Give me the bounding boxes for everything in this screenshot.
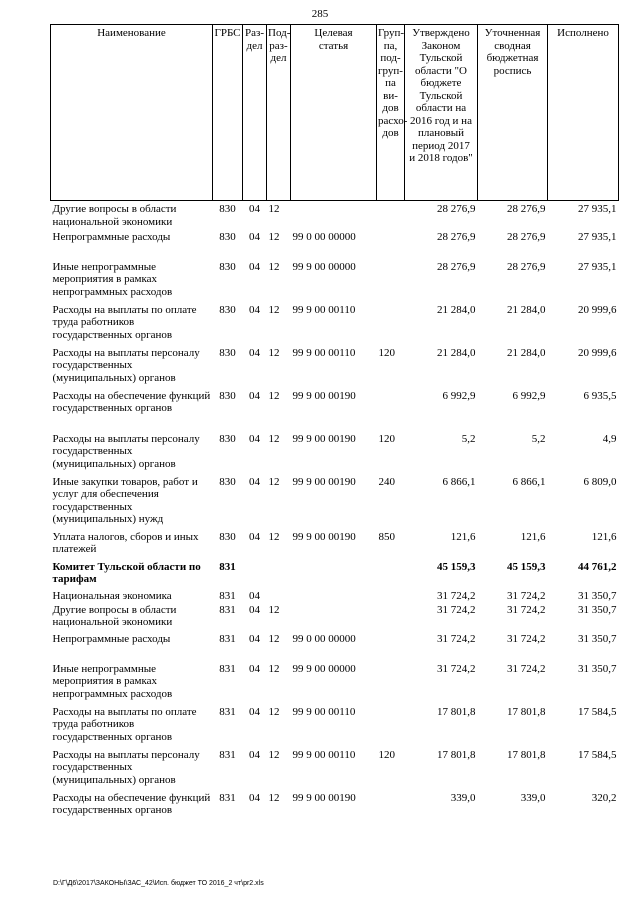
cell-utochnennaya: 28 276,9 <box>507 230 546 243</box>
table-row <box>51 304 619 347</box>
cell-utverzhdeno: 17 801,8 <box>437 705 476 718</box>
cell-grbs: 830 <box>219 260 236 273</box>
cell-podrazdel: 12 <box>268 346 280 359</box>
cell-name: Иные непрограммные мероприятия в рамках непрограммных расходов <box>52 662 173 700</box>
cell-utochnennaya: 21 284,0 <box>507 346 546 359</box>
cell-celevaya-statya <box>291 590 377 604</box>
cell-grbs: 830 <box>219 303 236 316</box>
table-row <box>51 749 619 792</box>
cell-utverzhdeno: 6 992,9 <box>442 389 476 402</box>
header-ispolneno: Исполнено <box>548 25 619 201</box>
cell-razdel: 04 <box>249 203 260 215</box>
cell-ispolneno: 27 935,1 <box>578 260 617 273</box>
cell-celevaya-statya: 99 0 00 00000 <box>292 632 356 645</box>
cell-celevaya-statya: 99 9 00 00190 <box>292 389 356 402</box>
cell-name: Непрограммные расходы <box>52 632 171 645</box>
cell-razdel: 04 <box>249 475 260 488</box>
cell-podrazdel: 12 <box>268 603 280 616</box>
cell-celevaya-statya <box>291 561 377 590</box>
cell-celevaya-statya: 99 0 00 00000 <box>292 230 356 243</box>
cell-utochnennaya: 121,6 <box>520 530 546 543</box>
cell-vid-raskhodov: 850 <box>378 530 395 543</box>
cell-podrazdel: 12 <box>268 260 280 273</box>
table-row <box>51 261 619 304</box>
cell-celevaya-statya <box>291 604 377 633</box>
cell-name: Расходы на выплаты персоналу государственных (муниципальных) органов <box>52 748 200 786</box>
cell-grbs: 831 <box>219 662 236 675</box>
budget-table <box>50 24 619 835</box>
cell-utochnennaya: 21 284,0 <box>507 303 546 316</box>
cell-razdel: 04 <box>249 346 260 359</box>
header-gruppa-vidov: Груп- па, под- груп- па ви- дов расхо- дов <box>377 25 405 201</box>
cell-utverzhdeno: 17 801,8 <box>437 748 476 761</box>
cell-podrazdel: 12 <box>268 748 280 761</box>
cell-podrazdel: 12 <box>268 662 280 675</box>
cell-razdel: 04 <box>249 632 260 645</box>
table-row <box>51 347 619 390</box>
cell-name: Другие вопросы в области национальной экономики <box>52 203 177 228</box>
cell-utochnennaya: 45 159,3 <box>507 560 546 573</box>
cell-ispolneno: 20 999,6 <box>578 346 617 359</box>
cell-utverzhdeno: 31 724,2 <box>437 632 476 645</box>
cell-vid-raskhodov <box>377 633 405 663</box>
cell-utverzhdeno: 28 276,9 <box>437 203 476 215</box>
cell-podrazdel: 12 <box>268 389 280 402</box>
cell-utochnennaya: 6 866,1 <box>512 475 546 488</box>
cell-razdel: 04 <box>249 603 260 616</box>
cell-grbs: 830 <box>219 432 236 445</box>
cell-podrazdel: 12 <box>268 705 280 718</box>
cell-grbs: 830 <box>219 230 236 243</box>
table-row <box>51 590 619 604</box>
cell-podrazdel: 12 <box>268 632 280 645</box>
cell-vid-raskhodov <box>377 390 405 433</box>
cell-razdel: 04 <box>249 389 260 402</box>
cell-name: Расходы на выплаты персоналу государственных (муниципальных) органов <box>52 346 200 384</box>
page-number: 285 <box>311 8 329 20</box>
table-row <box>51 792 619 835</box>
table-row <box>51 633 619 663</box>
cell-grbs: 831 <box>219 791 236 804</box>
cell-name: Расходы на выплаты персоналу государственных (муниципальных) органов <box>52 432 200 470</box>
cell-ispolneno: 44 761,2 <box>578 560 617 573</box>
cell-utverzhdeno: 5,2 <box>461 432 476 445</box>
cell-utochnennaya: 17 801,8 <box>507 748 546 761</box>
table-row <box>51 201 619 231</box>
header-utochnennaya-rospis: Уточненная сводная бюджетная роспись <box>478 25 548 201</box>
cell-podrazdel: 12 <box>268 230 280 243</box>
cell-ispolneno: 31 350,7 <box>578 603 617 616</box>
cell-razdel: 04 <box>249 432 260 445</box>
cell-utverzhdeno: 339,0 <box>450 791 476 804</box>
cell-name: Другие вопросы в области национальной экономики <box>52 603 177 628</box>
cell-name: Иные закупки товаров, работ и услуг для обеспечения государственных (муниципальных) нужд <box>52 475 198 525</box>
cell-vid-raskhodov <box>377 706 405 749</box>
cell-ispolneno: 27 935,1 <box>578 203 617 215</box>
cell-name: Иные непрограммные мероприятия в рамках непрограммных расходов <box>52 260 173 298</box>
cell-vid-raskhodov <box>377 590 405 604</box>
cell-utverzhdeno: 31 724,2 <box>437 589 476 602</box>
header-name: Наименование <box>51 25 213 201</box>
cell-celevaya-statya: 99 9 00 00110 <box>292 346 356 359</box>
cell-name: Расходы на выплаты по оплате труда работников государственных органов <box>52 705 197 743</box>
footer-file-path: D:\Г\Д6\2017\ЗАКОНЫ\ЗАС_42\Исп. бюджет ТО 2016_2 чт\pr2.xls <box>53 880 264 887</box>
header-celevaya-statya: Целевая статья <box>291 25 377 201</box>
cell-celevaya-statya: 99 9 00 00000 <box>292 662 356 675</box>
cell-utverzhdeno: 21 284,0 <box>437 303 476 316</box>
cell-utochnennaya: 28 276,9 <box>507 260 546 273</box>
cell-utverzhdeno: 31 724,2 <box>437 603 476 616</box>
cell-ispolneno: 17 584,5 <box>578 705 617 718</box>
cell-vid-raskhodov <box>377 261 405 304</box>
cell-razdel: 04 <box>249 303 260 316</box>
cell-utochnennaya: 31 724,2 <box>507 589 546 602</box>
cell-utverzhdeno: 45 159,3 <box>437 560 476 573</box>
cell-razdel: 04 <box>249 748 260 761</box>
cell-grbs: 830 <box>219 346 236 359</box>
cell-razdel: 04 <box>249 791 260 804</box>
cell-podrazdel <box>267 590 291 604</box>
cell-celevaya-statya: 99 9 00 00110 <box>292 705 356 718</box>
cell-utverzhdeno: 21 284,0 <box>437 346 476 359</box>
table-row <box>51 231 619 261</box>
cell-razdel: 04 <box>249 260 260 273</box>
cell-utochnennaya: 339,0 <box>520 791 546 804</box>
table-header-row <box>51 25 619 201</box>
cell-vid-raskhodov: 120 <box>378 432 395 445</box>
cell-podrazdel: 12 <box>268 475 280 488</box>
header-utverzhdeno: Утверждено Законом Тульской области "О бюджете Тульской области на 2016 год и на плановый период 2017 и 2018 годов" <box>405 25 478 201</box>
cell-ispolneno: 31 350,7 <box>578 632 617 645</box>
cell-utochnennaya: 31 724,2 <box>507 603 546 616</box>
cell-grbs: 830 <box>219 389 236 402</box>
cell-name: Расходы на обеспечение функций государственных органов <box>52 791 211 816</box>
cell-vid-raskhodov <box>377 561 405 590</box>
cell-vid-raskhodov: 240 <box>378 475 395 488</box>
cell-ispolneno: 4,9 <box>602 432 617 445</box>
table-row <box>51 663 619 706</box>
cell-utverzhdeno: 28 276,9 <box>437 230 476 243</box>
cell-ispolneno: 27 935,1 <box>578 230 617 243</box>
cell-utochnennaya: 31 724,2 <box>507 632 546 645</box>
cell-razdel: 04 <box>249 589 260 602</box>
cell-razdel <box>243 561 267 590</box>
cell-name: Уплата налогов, сборов и иных платежей <box>52 530 199 555</box>
cell-razdel: 04 <box>249 230 260 243</box>
cell-vid-raskhodov <box>377 604 405 633</box>
cell-celevaya-statya: 99 9 00 00190 <box>292 530 356 543</box>
cell-name: Расходы на обеспечение функций государственных органов <box>52 389 211 414</box>
cell-grbs: 831 <box>219 589 236 602</box>
header-podrazdel: Под- раз- дел <box>267 25 291 201</box>
cell-ispolneno: 20 999,6 <box>578 303 617 316</box>
cell-ispolneno: 31 350,7 <box>578 662 617 675</box>
table-row <box>51 706 619 749</box>
cell-podrazdel <box>267 561 291 590</box>
cell-razdel: 04 <box>249 705 260 718</box>
cell-utochnennaya: 31 724,2 <box>507 662 546 675</box>
cell-vid-raskhodov <box>377 231 405 261</box>
cell-name: Национальная экономика <box>52 589 172 602</box>
cell-vid-raskhodov <box>377 663 405 706</box>
header-grbs: ГРБС <box>213 25 243 201</box>
cell-ispolneno: 31 350,7 <box>578 589 617 602</box>
cell-celevaya-statya: 99 9 00 00000 <box>292 260 356 273</box>
cell-podrazdel: 12 <box>268 530 280 543</box>
cell-name: Непрограммные расходы <box>52 230 171 243</box>
cell-vid-raskhodov <box>377 201 405 231</box>
cell-name: Комитет Тульской области по тарифам <box>52 560 201 585</box>
cell-grbs: 830 <box>219 203 236 215</box>
cell-utverzhdeno: 121,6 <box>450 530 476 543</box>
cell-utverzhdeno: 31 724,2 <box>437 662 476 675</box>
cell-grbs: 831 <box>219 560 236 573</box>
cell-celevaya-statya: 99 9 00 00110 <box>292 748 356 761</box>
cell-utochnennaya: 5,2 <box>531 432 546 445</box>
cell-name: Расходы на выплаты по оплате труда работников государственных органов <box>52 303 197 341</box>
cell-utochnennaya: 28 276,9 <box>507 203 546 215</box>
cell-utochnennaya: 17 801,8 <box>507 705 546 718</box>
cell-razdel: 04 <box>249 662 260 675</box>
cell-celevaya-statya: 99 9 00 00110 <box>292 303 356 316</box>
cell-celevaya-statya: 99 9 00 00190 <box>292 791 356 804</box>
cell-vid-raskhodov <box>377 792 405 835</box>
cell-vid-raskhodov: 120 <box>378 346 395 359</box>
table-row <box>51 604 619 633</box>
table-row <box>51 561 619 590</box>
cell-grbs: 831 <box>219 748 236 761</box>
cell-ispolneno: 6 809,0 <box>583 475 617 488</box>
cell-grbs: 830 <box>219 530 236 543</box>
cell-grbs: 831 <box>219 632 236 645</box>
table-row <box>51 531 619 561</box>
header-razdel: Раз- дел <box>243 25 267 201</box>
cell-vid-raskhodov: 120 <box>378 748 395 761</box>
table-row <box>51 476 619 531</box>
table-row <box>51 390 619 433</box>
cell-vid-raskhodov <box>377 304 405 347</box>
cell-ispolneno: 320,2 <box>591 791 617 804</box>
cell-celevaya-statya: 99 9 00 00190 <box>292 432 356 445</box>
cell-celevaya-statya <box>291 201 377 231</box>
cell-grbs: 830 <box>219 475 236 488</box>
cell-utochnennaya: 6 992,9 <box>512 389 546 402</box>
cell-podrazdel: 12 <box>268 303 280 316</box>
cell-podrazdel: 12 <box>268 432 280 445</box>
cell-ispolneno: 121,6 <box>591 530 617 543</box>
cell-grbs: 831 <box>219 603 236 616</box>
cell-ispolneno: 6 935,5 <box>583 389 617 402</box>
cell-podrazdel: 12 <box>268 203 280 215</box>
cell-ispolneno: 17 584,5 <box>578 748 617 761</box>
cell-podrazdel: 12 <box>268 791 280 804</box>
cell-celevaya-statya: 99 9 00 00190 <box>292 475 356 488</box>
cell-razdel: 04 <box>249 530 260 543</box>
cell-grbs: 831 <box>219 705 236 718</box>
cell-utverzhdeno: 28 276,9 <box>437 260 476 273</box>
table-row <box>51 433 619 476</box>
cell-utverzhdeno: 6 866,1 <box>442 475 476 488</box>
